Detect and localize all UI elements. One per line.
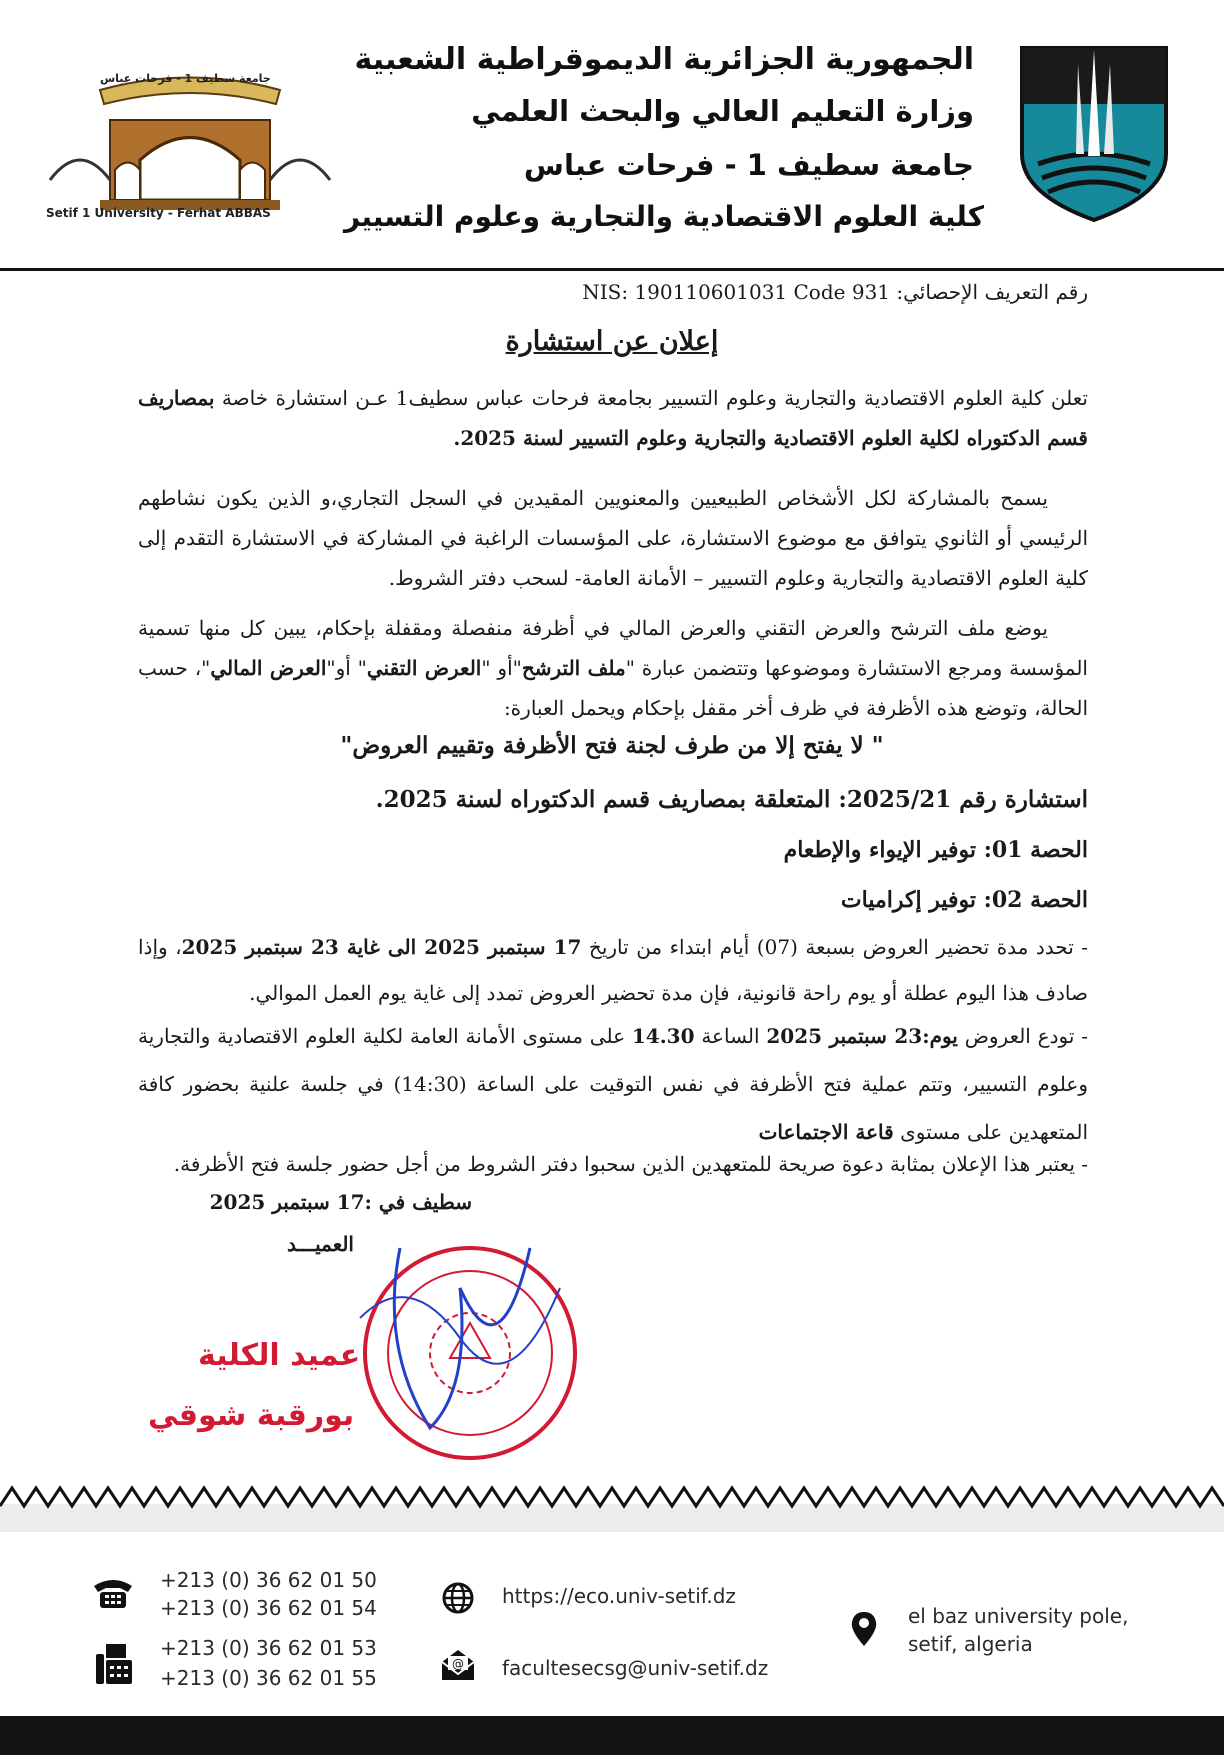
logo-banner-text: جامعة سطيف 1 - فرحات عباس — [100, 72, 271, 85]
submission-time: 14.30 — [631, 1024, 695, 1048]
ministry-title: وزارة التعليم العالي والبحث العلمي — [471, 94, 974, 128]
meeting-room: قاعة الاجتماعات — [758, 1120, 894, 1144]
faculty-title: كلية العلوم الاقتصادية والتجارية وعلوم التسيير — [343, 200, 984, 233]
fax-icon — [96, 1644, 132, 1684]
intro-subject: بمصاريف قسم الدكتوراه لكلية العلوم الاقتصادية والتجارية وعلوم التسيير لسنة 2025. — [138, 386, 1088, 450]
university-logo — [1018, 44, 1170, 224]
lot-01: الحصة 01: توفير الإيواء والإطعام — [783, 837, 1088, 863]
envelope-candidacy: ملف الترشح — [521, 656, 626, 680]
republic-title: الجمهورية الجزائرية الديموقراطية الشعبية — [354, 42, 974, 77]
signature-name: بورقبة شوقي — [148, 1398, 355, 1433]
envelopes-text-c: "أو " — [481, 656, 522, 680]
header-divider — [0, 268, 1224, 271]
address-line-2: setif, algeria — [908, 1632, 1033, 1656]
email-icon — [440, 1648, 476, 1682]
invitation-paragraph: - يعتبر هذا الإعلان بمثابة دعوة صريحة للمتعهدين الذين سحبوا دفتر الشروط من أجل حضور جلسة فتح الأظرفة. — [173, 1152, 1088, 1176]
fax-1: +213 (0) 36 62 01 53 — [160, 1636, 377, 1660]
deadline-dates: 17 سبتمبر 2025 الى غاية 23 سبتمبر 2025 — [181, 935, 582, 959]
university-arch-logo — [40, 60, 340, 230]
dean-label: العميـــد — [287, 1232, 354, 1256]
submission-text-e: على مستوى الأمانة العامة لكلية العلوم الاقتصادية والتجارية وعلوم التسيير، وتتم عملية فتح الأظرفة في نفس التوقيت على الساعة (14:30) في جلسة علنية بحضور كافة المتعهدين على مستوى — [138, 1024, 1089, 1144]
envelope-quote: "لا يفتح إلا من طرف لجنة فتح الأظرفة وتقييم العروض " — [340, 732, 884, 759]
envelopes-paragraph — [138, 608, 1088, 728]
official-stamp — [340, 1228, 600, 1468]
footer-bar — [0, 1716, 1224, 1755]
fax-2: +213 (0) 36 62 01 55 — [160, 1666, 377, 1690]
phone-2: +213 (0) 36 62 01 54 — [160, 1596, 377, 1620]
nis-number: رقم التعريف الإحصائي: NIS: 190110601031 Code 931 — [582, 280, 1088, 304]
participation-paragraph: يسمح بالمشاركة لكل الأشخاص الطبيعيين والمعنويين المقيدين في السجل التجاري،و الذين يكون نشاطهم الرئيسي أو الثانوي يتوافق مع موضوع الاستشارة، على المؤسسات الراغبة في المشاركة في الاستشارة التقدم إلى كلية العلوم الاقتصادية والتجارية وعلوم التسيير – الأمانة العامة- لسحب دفتر الشروط. — [138, 486, 1088, 590]
envelope-financial: العرض المالي — [210, 656, 327, 680]
phone-1: +213 (0) 36 62 01 50 — [160, 1568, 377, 1592]
deadline-paragraph — [138, 924, 1088, 1016]
decorative-border — [0, 1484, 1224, 1532]
consultation-number: استشارة رقم 2025/21: المتعلقة بمصاريف قسم الدكتوراه لسنة 2025. — [375, 786, 1088, 813]
submission-text-c: الساعة — [694, 1024, 767, 1048]
phone-icon — [92, 1576, 134, 1610]
website-link[interactable]: https://eco.univ-setif.dz — [502, 1584, 736, 1608]
submission-date: يوم:23 سبتمبر 2025 — [766, 1024, 958, 1048]
university-english-name: Setif 1 University - Ferhat ABBAS — [46, 206, 271, 220]
intro-text: تعلن كلية العلوم الاقتصادية والتجارية وعلوم التسيير بجامعة فرحات عباس سطيف1 عـن استشارة خاصة — [214, 386, 1088, 410]
envelopes-text-e: "، حسب الحالة، وتوضع هذه الأظرفة في ظرف أخر مقفل بإحكام ويحمل العبارة: — [138, 656, 1088, 720]
globe-icon — [442, 1582, 474, 1614]
submission-paragraph — [138, 1012, 1088, 1156]
envelope-technical: العرض التقني — [366, 656, 482, 680]
intro-paragraph — [138, 378, 1088, 458]
location-pin-icon — [850, 1610, 878, 1648]
deadline-text-c: ، وإذا صادف هذا اليوم عطلة أو يوم راحة قانونية، فإن مدة تحضير العروض تمدد إلى غاية يوم العمل الموالي. — [138, 935, 1088, 1005]
envelopes-text-a: يوضع ملف الترشح والعرض التقني والعرض المالي في أظرفة منفصلة ومقفلة بإحكام، يبين كل منها تسمية المؤسسة ومرجع الاستشارة وموضوعها وتتضمن عبارة " — [138, 616, 1088, 680]
university-title: جامعة سطيف 1 - فرحات عباس — [523, 148, 974, 182]
deadline-text-a: - تحدد مدة تحضير العروض بسبعة (07) أيام ابتداء من تاريخ — [581, 935, 1089, 959]
place-date: سطيف في :17 سبتمبر 2025 — [209, 1190, 472, 1214]
envelopes-text-d: " أو" — [326, 656, 367, 680]
email-link[interactable]: facultesecsg@univ-setif.dz — [502, 1656, 769, 1680]
svg-text:@: @ — [452, 1657, 464, 1671]
address-line-1: el baz university pole, — [908, 1604, 1129, 1628]
signature-title: عميد الكلية — [198, 1338, 361, 1373]
lot-02: الحصة 02: توفير إكراميات — [840, 887, 1088, 913]
submission-text-a: - تودع العروض — [957, 1024, 1088, 1048]
page-title: إعلان عن استشارة — [505, 326, 719, 357]
